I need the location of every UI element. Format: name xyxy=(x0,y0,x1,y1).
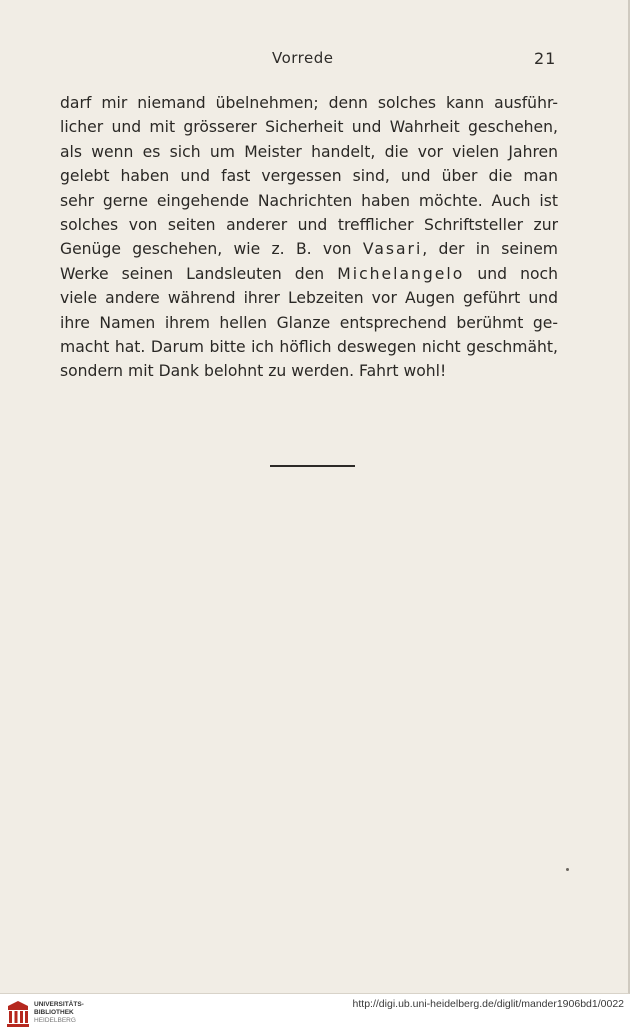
text-line: solches von seiten anderer und trefflicher Schriftsteller zur xyxy=(60,215,558,234)
body-paragraph xyxy=(60,91,558,384)
running-title: Vorrede xyxy=(272,49,334,67)
text-line: sondern mit Dank belohnt zu werden. Fahrt wohl! xyxy=(60,362,447,381)
paper-speck xyxy=(566,868,569,871)
emphasized-name-vasari: Vasari xyxy=(362,240,423,259)
emphasized-name-michelangelo: Michelangelo xyxy=(337,264,465,283)
text-line: Genüge geschehen, wie z. B. von Vasari, der in seinem xyxy=(60,240,558,259)
text-line: licher und mit grösserer Sicherheit und Wahrheit geschehen, xyxy=(60,118,558,137)
section-divider xyxy=(270,465,355,467)
permalink-url[interactable]: http://digi.ub.uni-heidelberg.de/diglit/mander1906bd1/0022 xyxy=(352,998,624,1010)
text-line: ihre Namen ihrem hellen Glanze entsprechend berühmt ge- xyxy=(60,313,558,332)
text-line: Werke seinen Landsleuten den Michelangelo und noch xyxy=(60,264,558,283)
text-line: darf mir niemand übelnehmen; denn solches kann ausführ- xyxy=(60,94,558,112)
text-line: sehr gerne eingehende Nachrichten haben möchte. Auch ist xyxy=(60,191,558,210)
text-line: gelebt haben und fast vergessen sind, und über die man xyxy=(60,167,558,186)
text-line: viele andere während ihrer Lebzeiten vor Augen geführt und xyxy=(60,289,558,308)
running-head xyxy=(0,49,630,71)
text-line: macht hat. Darum bitte ich höflich deswegen nicht geschmäht, xyxy=(60,337,558,356)
library-name: UNIVERSITÄTS- BIBLIOTHEK HEIDELBERG xyxy=(34,1001,84,1024)
page-number: 21 xyxy=(534,49,557,68)
university-library-logo-icon[interactable] xyxy=(6,1000,30,1028)
viewer-footer xyxy=(0,994,632,1036)
text-line: als wenn es sich um Meister handelt, die vor vielen Jahren xyxy=(60,142,558,161)
